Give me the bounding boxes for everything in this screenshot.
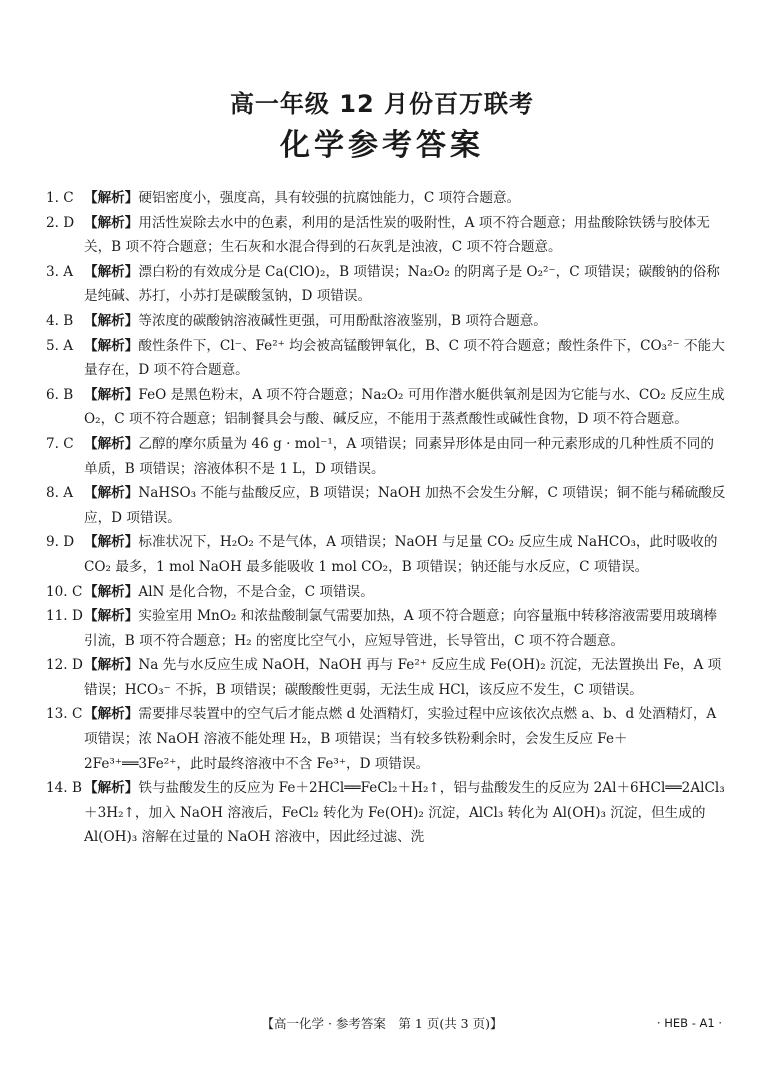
- answer-item: [46, 309, 726, 334]
- answer-item: [46, 383, 726, 432]
- analysis-tag: 【解析】: [84, 312, 139, 329]
- analysis-tag: 【解析】: [84, 485, 139, 502]
- answer-list: [46, 186, 726, 850]
- question-number: 14. B: [46, 780, 82, 797]
- question-number: 9. D: [46, 534, 75, 551]
- question-number: 4. B: [46, 312, 74, 329]
- question-number: 11. D: [46, 608, 83, 625]
- answer-item: [46, 432, 726, 481]
- analysis-tag: 【解析】: [84, 214, 139, 231]
- answer-item: [46, 702, 726, 776]
- exam-title: 高一年级 12 月份百万联考: [229, 90, 535, 118]
- answer-item: [46, 530, 726, 579]
- answer-text: 酸性条件下，Cl⁻、Fe²⁺ 均会被高锰酸钾氧化，B、C 项不符合题意；酸性条件下，CO₃²⁻ 不能大量存在，D 项不符合题意。: [84, 337, 725, 379]
- answer-item: [46, 481, 726, 530]
- answer-text: 实验室用 MnO₂ 和浓盐酸制氯气需要加热，A 项不符合题意；向容量瓶中转移溶液需要用玻璃棒引流，B 项不符合题意；H₂ 的密度比空气小，应短导管进，长导管出，C 项不符合题意。: [84, 608, 717, 649]
- analysis-tag: 【解析】: [84, 386, 139, 403]
- answer-text: AlN 是化合物，不是合金，C 项错误。: [138, 583, 374, 600]
- answer-text: 用活性炭除去水中的色素，利用的是活性炭的吸附性，A 项不符合题意；用盐酸除铁锈与胶体无关，B 项不符合题意；生石灰和水混合得到的石灰乳是浊液，C 项不符合题意。: [84, 214, 710, 256]
- analysis-tag: 【解析】: [84, 534, 139, 551]
- analysis-tag: 【解析】: [84, 780, 139, 797]
- answer-item: [46, 260, 726, 309]
- document-title: 化学参考答案: [280, 128, 484, 163]
- answer-item: [46, 580, 726, 605]
- question-number: 13. C: [46, 706, 83, 723]
- question-number: 8. A: [46, 485, 74, 502]
- page-footer: 【高一化学 · 参考答案 第 1 页(共 3 页)】: [261, 1016, 503, 1031]
- analysis-tag: 【解析】: [84, 583, 139, 600]
- question-number: 5. A: [46, 337, 74, 354]
- answer-item: [46, 186, 726, 211]
- answer-item: [46, 334, 726, 383]
- answer-text: 标准状况下，H₂O₂ 不是气体，A 项错误；NaOH 与足量 CO₂ 反应生成 NaHCO₃，此时吸收的 CO₂ 最多，1 mol NaOH 最多能吸收 1 mol CO₂，B 项错误；钠还能与水反应，C 项错误。: [84, 534, 718, 575]
- question-number: 3. A: [46, 263, 74, 280]
- document-code: · HEB - A1 ·: [656, 1016, 722, 1030]
- answer-text: 乙醇的摩尔质量为 46 g · mol⁻¹，A 项错误；同素异形体是由同一种元素形成的几种性质不同的单质，B 项错误；溶液体积不是 1 L，D 项错误。: [84, 435, 714, 477]
- question-number: 1. C: [46, 190, 74, 206]
- analysis-tag: 【解析】: [84, 263, 139, 280]
- analysis-tag: 【解析】: [84, 190, 139, 206]
- analysis-tag: 【解析】: [84, 337, 139, 354]
- answer-text: Na 先与水反应生成 NaOH，NaOH 再与 Fe²⁺ 反应生成 Fe(OH)₂ 沉淀，无法置换出 Fe，A 项错误；HCO₃⁻ 不拆，B 项错误；碳酸酸性更弱，无法生成 HCl，该反应不发生，C 项错误。: [84, 657, 722, 698]
- analysis-tag: 【解析】: [84, 657, 139, 674]
- question-number: 6. B: [46, 386, 74, 403]
- answer-text: 铁与盐酸发生的反应为 Fe＋2HCl══FeCl₂＋H₂↑，铝与盐酸发生的反应为 2Al＋6HCl══2AlCl₃＋3H₂↑，加入 NaOH 溶液后，FeCl₂ 转化为 Fe(OH)₂ 沉淀，AlCl₃ 转化为 Al(OH)₃ 沉淀，但生成的 Al(OH)₃ 溶解在过量的 NaOH 溶液中，因此经过滤、洗: [84, 780, 725, 846]
- answer-item: [46, 776, 726, 850]
- analysis-tag: 【解析】: [84, 608, 139, 625]
- answer-item: [46, 653, 726, 702]
- answer-text: 等浓度的碳酸钠溶液碱性更强，可用酚酞溶液鉴别，B 项符合题意。: [138, 312, 547, 329]
- answer-item: [46, 211, 726, 260]
- answer-text: FeO 是黑色粉末，A 项不符合题意；Na₂O₂ 可用作潜水艇供氧剂是因为它能与水、CO₂ 反应生成 O₂，C 项不符合题意；铝制餐具会与酸、碱反应，不能用于蒸煮酸性或碱性食物，D 项不符合题意。: [84, 386, 725, 428]
- answer-text: NaHSO₃ 不能与盐酸反应，B 项错误；NaOH 加热不会发生分解，C 项错误；铜不能与稀硫酸反应，D 项错误。: [84, 485, 726, 526]
- question-number: 10. C: [46, 583, 83, 600]
- answer-item: [46, 604, 726, 653]
- answer-text: 需要排尽装置中的空气后才能点燃 d 处酒精灯，实验过程中应该依次点燃 a、b、d 处酒精灯，A 项错误；浓 NaOH 溶液不能处理 H₂，B 项错误；当有较多铁粉剩余时，会发生反应 Fe＋2Fe³⁺══3Fe²⁺，此时最终溶液中不含 Fe³⁺，D 项错误。: [84, 706, 717, 772]
- question-number: 2. D: [46, 214, 75, 231]
- answer-text: 漂白粉的有效成分是 Ca(ClO)₂，B 项错误；Na₂O₂ 的阴离子是 O₂²⁻，C 项错误；碳酸钠的俗称是纯碱、苏打，小苏打是碳酸氢钠，D 项错误。: [84, 263, 720, 305]
- answer-text: 硬铝密度小，强度高，具有较强的抗腐蚀能力，C 项符合题意。: [138, 190, 521, 206]
- question-number: 12. D: [46, 657, 83, 674]
- question-number: 7. C: [46, 435, 74, 452]
- analysis-tag: 【解析】: [84, 435, 139, 452]
- analysis-tag: 【解析】: [84, 706, 139, 723]
